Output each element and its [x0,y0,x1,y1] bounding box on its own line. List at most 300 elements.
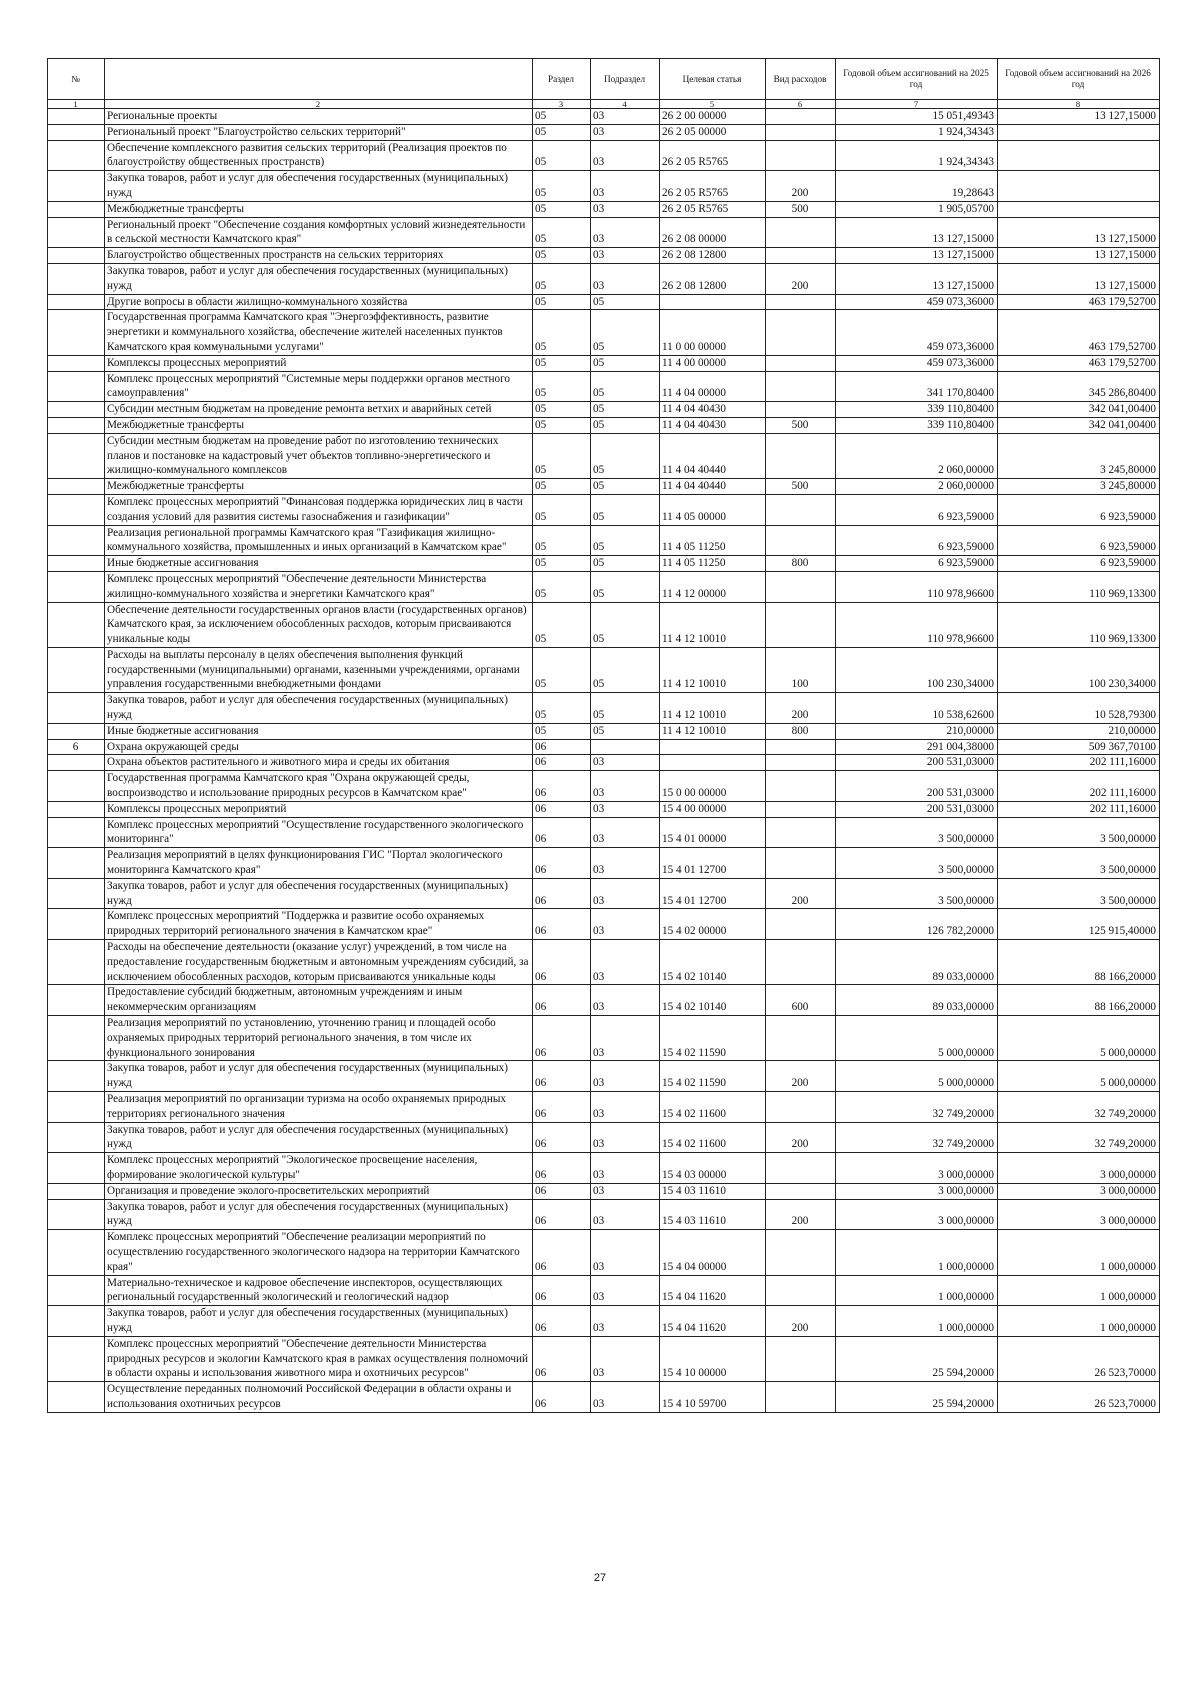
target-code: 15 4 10 59700 [660,1382,766,1413]
section-code: 06 [533,771,591,802]
column-number-row [48,100,1160,109]
subsection-code: 03 [591,1153,660,1184]
section-code: 05 [533,479,591,495]
amount-2025: 459 073,36000 [836,310,998,355]
section-code: 05 [533,371,591,402]
amount-2026: 3 500,00000 [998,878,1160,909]
expense-type-code [766,371,836,402]
target-code: 11 4 04 40430 [660,417,766,433]
section-code: 06 [533,1199,591,1230]
section-code: 05 [533,355,591,371]
expense-type-code: 500 [766,201,836,217]
row-number: 6 [48,739,105,755]
section-code: 05 [533,571,591,602]
row-number [48,355,105,371]
table-row [48,755,1160,771]
row-number [48,140,105,171]
item-name: Материально-техническое и кадровое обеспечение инспекторов, осуществляющих региональный государственный экологический и геологический надзор [105,1275,533,1306]
row-number [48,217,105,248]
table-row [48,602,1160,647]
amount-2025: 200 531,03000 [836,801,998,817]
header-2026: Годовой объем ассигнований на 2026 год [998,59,1160,100]
item-name: Региональные проекты [105,109,533,125]
subsection-code: 03 [591,1092,660,1123]
row-number [48,647,105,692]
subsection-code: 03 [591,109,660,125]
section-code: 06 [533,1153,591,1184]
row-number [48,985,105,1016]
row-number [48,402,105,418]
subsection-code: 05 [591,417,660,433]
expense-type-code: 200 [766,1199,836,1230]
row-number [48,1230,105,1275]
amount-2025: 2 060,00000 [836,433,998,478]
amount-2026: 10 528,79300 [998,693,1160,724]
amount-2026 [998,140,1160,171]
subsection-code: 05 [591,723,660,739]
amount-2026: 3 245,80000 [998,433,1160,478]
expense-type-code [766,525,836,556]
subsection-code: 03 [591,771,660,802]
row-number [48,171,105,202]
item-name: Закупка товаров, работ и услуг для обеспечения государственных (муниципальных) нужд [105,1122,533,1153]
row-number [48,1183,105,1199]
expense-type-code [766,217,836,248]
expense-type-code [766,109,836,125]
amount-2025: 110 978,96600 [836,602,998,647]
section-code: 06 [533,801,591,817]
item-name: Охрана окружающей среды [105,739,533,755]
item-name: Иные бюджетные ассигнования [105,556,533,572]
column-number: 5 [660,100,766,109]
target-code: 11 4 12 10010 [660,693,766,724]
subsection-code: 03 [591,1199,660,1230]
section-code: 06 [533,878,591,909]
amount-2025: 200 531,03000 [836,755,998,771]
expense-type-code [766,494,836,525]
target-code: 15 4 02 11590 [660,1061,766,1092]
section-code: 05 [533,647,591,692]
subsection-code: 03 [591,124,660,140]
row-number [48,1382,105,1413]
table-row [48,371,1160,402]
expense-type-code: 200 [766,1306,836,1337]
expense-type-code: 200 [766,693,836,724]
row-number [48,556,105,572]
subsection-code: 05 [591,525,660,556]
amount-2025: 210,00000 [836,723,998,739]
subsection-code: 03 [591,1016,660,1061]
amount-2026: 13 127,15000 [998,248,1160,264]
subsection-code: 03 [591,848,660,879]
subsection-code: 05 [591,310,660,355]
header-row [48,59,1160,100]
amount-2025: 1 000,00000 [836,1275,998,1306]
target-code: 15 4 02 10140 [660,985,766,1016]
subsection-code: 03 [591,1336,660,1381]
column-number: 6 [766,100,836,109]
expense-type-code [766,1016,836,1061]
row-number [48,909,105,940]
expense-type-code [766,571,836,602]
amount-2025: 89 033,00000 [836,985,998,1016]
item-name: Другие вопросы в области жилищно-коммунального хозяйства [105,294,533,310]
row-number [48,755,105,771]
table-row [48,1061,1160,1092]
amount-2026: 26 523,70000 [998,1382,1160,1413]
subsection-code: 05 [591,556,660,572]
table-row [48,739,1160,755]
target-code: 11 4 05 11250 [660,556,766,572]
expense-type-code [766,817,836,848]
target-code [660,294,766,310]
amount-2025: 3 500,00000 [836,848,998,879]
column-number: 7 [836,100,998,109]
amount-2026: 202 111,16000 [998,771,1160,802]
amount-2025: 5 000,00000 [836,1016,998,1061]
amount-2026: 1 000,00000 [998,1306,1160,1337]
subsection-code [591,739,660,755]
target-code: 26 2 00 00000 [660,109,766,125]
section-code: 06 [533,848,591,879]
row-number [48,940,105,985]
expense-type-code [766,294,836,310]
section-code: 05 [533,171,591,202]
amount-2025: 13 127,15000 [836,217,998,248]
row-number [48,1092,105,1123]
amount-2025: 339 110,80400 [836,417,998,433]
header-num: № [48,59,105,100]
table-row [48,647,1160,692]
header-2025: Годовой объем ассигнований на 2025 год [836,59,998,100]
item-name: Обеспечение комплексного развития сельских территорий (Реализация проектов по благоустройству общественных пространств) [105,140,533,171]
subsection-code: 05 [591,494,660,525]
amount-2025: 5 000,00000 [836,1061,998,1092]
item-name: Реализация мероприятий по установлению, уточнению границ и площадей особо охраняемых природных территорий регионального значения, в том числе их функционального зонирования [105,1016,533,1061]
amount-2026: 3 000,00000 [998,1199,1160,1230]
amount-2025: 19,28643 [836,171,998,202]
target-code: 15 4 03 00000 [660,1153,766,1184]
item-name: Благоустройство общественных пространств на сельских территориях [105,248,533,264]
target-code: 11 4 04 40430 [660,402,766,418]
expense-type-code [766,124,836,140]
item-name: Региональный проект "Обеспечение создания комфортных условий жизнедеятельности в сельской местности Камчатского края" [105,217,533,248]
amount-2026: 342 041,00400 [998,402,1160,418]
amount-2026: 32 749,20000 [998,1122,1160,1153]
amount-2025: 89 033,00000 [836,940,998,985]
section-code: 06 [533,1183,591,1199]
subsection-code: 03 [591,171,660,202]
table-row [48,417,1160,433]
target-code: 11 4 12 10010 [660,602,766,647]
table-row [48,1122,1160,1153]
table-row [48,1199,1160,1230]
amount-2026: 13 127,15000 [998,217,1160,248]
table-row [48,940,1160,985]
subsection-code: 03 [591,1306,660,1337]
expense-type-code [766,801,836,817]
row-number [48,433,105,478]
subsection-code: 03 [591,248,660,264]
section-code: 05 [533,556,591,572]
table-row [48,494,1160,525]
amount-2026 [998,124,1160,140]
target-code: 11 4 05 00000 [660,494,766,525]
section-code: 05 [533,217,591,248]
row-number [48,417,105,433]
row-number [48,1061,105,1092]
amount-2025: 110 978,96600 [836,571,998,602]
amount-2025: 2 060,00000 [836,479,998,495]
row-number [48,109,105,125]
amount-2025: 3 500,00000 [836,878,998,909]
page-number: 27 [593,1572,607,1584]
amount-2025: 13 127,15000 [836,263,998,294]
expense-type-code [766,402,836,418]
target-code: 15 4 00 00000 [660,801,766,817]
amount-2025: 15 051,49343 [836,109,998,125]
amount-2026: 463 179,52700 [998,355,1160,371]
target-code: 15 4 10 00000 [660,1336,766,1381]
row-number [48,571,105,602]
target-code: 15 4 01 00000 [660,817,766,848]
amount-2025: 25 594,20000 [836,1382,998,1413]
subsection-code: 03 [591,940,660,985]
subsection-code: 03 [591,909,660,940]
item-name: Комплекс процессных мероприятий "Осуществление государственного экологического мониторинга" [105,817,533,848]
item-name: Иные бюджетные ассигнования [105,723,533,739]
subsection-code: 03 [591,263,660,294]
amount-2026: 88 166,20000 [998,940,1160,985]
amount-2025: 6 923,59000 [836,494,998,525]
budget-sheet [47,58,1159,1413]
expense-type-code: 800 [766,723,836,739]
target-code: 15 4 03 11610 [660,1183,766,1199]
amount-2025: 6 923,59000 [836,525,998,556]
column-number: 1 [48,100,105,109]
expense-type-code [766,355,836,371]
item-name: Государственная программа Камчатского края "Охрана окружающей среды, воспроизводство и использование природных ресурсов в Камчатском крае" [105,771,533,802]
table-row [48,848,1160,879]
expense-type-code [766,1275,836,1306]
section-code: 06 [533,1382,591,1413]
item-name: Комплекс процессных мероприятий "Системные меры поддержки органов местного самоуправления" [105,371,533,402]
subsection-code: 05 [591,479,660,495]
section-code: 05 [533,525,591,556]
column-number: 2 [105,100,533,109]
amount-2026: 125 915,40000 [998,909,1160,940]
section-code: 05 [533,693,591,724]
amount-2026: 3 500,00000 [998,848,1160,879]
expense-type-code: 200 [766,171,836,202]
amount-2026: 3 245,80000 [998,479,1160,495]
section-code: 06 [533,1230,591,1275]
expense-type-code [766,1336,836,1381]
target-code: 15 4 01 12700 [660,878,766,909]
amount-2026: 6 923,59000 [998,556,1160,572]
section-code: 06 [533,1275,591,1306]
section-code: 06 [533,739,591,755]
expense-type-code [766,848,836,879]
item-name: Закупка товаров, работ и услуг для обеспечения государственных (муниципальных) нужд [105,878,533,909]
row-number [48,201,105,217]
row-number [48,1275,105,1306]
expense-type-code: 500 [766,479,836,495]
table-row [48,723,1160,739]
table-row [48,402,1160,418]
section-code: 05 [533,140,591,171]
subsection-code: 03 [591,755,660,771]
table-row [48,294,1160,310]
amount-2026: 6 923,59000 [998,525,1160,556]
subsection-code: 03 [591,878,660,909]
expense-type-code: 200 [766,1122,836,1153]
section-code: 05 [533,248,591,264]
table-row [48,124,1160,140]
table-row [48,201,1160,217]
subsection-code: 03 [591,817,660,848]
amount-2026: 5 000,00000 [998,1016,1160,1061]
item-name: Комплекс процессных мероприятий "Экологическое просвещение населения, формирование экологической культуры" [105,1153,533,1184]
section-code: 05 [533,723,591,739]
amount-2026: 342 041,00400 [998,417,1160,433]
target-code: 11 4 12 00000 [660,571,766,602]
table-row [48,817,1160,848]
header-subsection: Подраздел [591,59,660,100]
target-code: 11 4 12 10010 [660,647,766,692]
amount-2026: 100 230,34000 [998,647,1160,692]
subsection-code: 05 [591,693,660,724]
table-body [48,109,1160,1413]
item-name: Реализация мероприятий по организации туризма на особо охраняемых природных территориях регионального значения [105,1092,533,1123]
section-code: 05 [533,109,591,125]
section-code: 06 [533,817,591,848]
row-number [48,848,105,879]
header-name [105,59,533,100]
section-code: 06 [533,1122,591,1153]
item-name: Предоставление субсидий бюджетным, автономным учреждениям и иным некоммерческим организациям [105,985,533,1016]
amount-2025: 32 749,20000 [836,1122,998,1153]
row-number [48,1153,105,1184]
target-code: 26 2 08 12800 [660,263,766,294]
row-number [48,294,105,310]
expense-type-code [766,1153,836,1184]
section-code: 05 [533,263,591,294]
column-number: 3 [533,100,591,109]
item-name: Закупка товаров, работ и услуг для обеспечения государственных (муниципальных) нужд [105,1199,533,1230]
item-name: Осуществление переданных полномочий Российской Федерации в области охраны и использования охотничьих ресурсов [105,1382,533,1413]
table-row [48,556,1160,572]
subsection-code: 05 [591,402,660,418]
item-name: Комплекс процессных мероприятий "Обеспечение реализации мероприятий по осуществлению государственного экологического надзора на территории Камчатского края" [105,1230,533,1275]
amount-2026: 463 179,52700 [998,294,1160,310]
target-code: 26 2 05 00000 [660,124,766,140]
target-code: 15 4 03 11610 [660,1199,766,1230]
item-name: Расходы на обеспечение деятельности (оказание услуг) учреждений, в том числе на предоставление государственным бюджетным и автономным учреждениям субсидий, за исключением обособленных расходов, которым присваиваются уникальные коды [105,940,533,985]
target-code: 11 4 04 40440 [660,433,766,478]
section-code: 05 [533,201,591,217]
item-name: Комплекс процессных мероприятий "Обеспечение деятельности Министерства природных ресурсов и экологии Камчатского края в рамках осуществления полномочий в области охраны и использования животного мира и охотничьих ресурсов" [105,1336,533,1381]
row-number [48,1199,105,1230]
target-code: 26 2 08 00000 [660,217,766,248]
table-row [48,140,1160,171]
table-row [48,217,1160,248]
amount-2025: 3 000,00000 [836,1199,998,1230]
table-row [48,525,1160,556]
table-row [48,479,1160,495]
row-number [48,693,105,724]
table-row [48,171,1160,202]
row-number [48,1336,105,1381]
item-name: Закупка товаров, работ и услуг для обеспечения государственных (муниципальных) нужд [105,171,533,202]
amount-2026: 110 969,13300 [998,602,1160,647]
table-row [48,263,1160,294]
section-code: 05 [533,417,591,433]
item-name: Комплексы процессных мероприятий [105,801,533,817]
expense-type-code: 200 [766,263,836,294]
row-number [48,263,105,294]
amount-2025: 291 004,38000 [836,739,998,755]
target-code: 15 4 04 11620 [660,1275,766,1306]
subsection-code: 03 [591,1183,660,1199]
section-code: 06 [533,1336,591,1381]
target-code: 15 4 04 11620 [660,1306,766,1337]
target-code: 26 2 05 R5765 [660,140,766,171]
subsection-code: 03 [591,1230,660,1275]
item-name: Обеспечение деятельности государственных органов власти (государственных органов) Камчатского края, за исключением обособленных расходов, которым присваиваются уникальные коды [105,602,533,647]
target-code: 26 2 08 12800 [660,248,766,264]
section-code: 05 [533,310,591,355]
section-code: 05 [533,433,591,478]
table-row [48,1183,1160,1199]
table-row [48,771,1160,802]
amount-2025: 1 924,34343 [836,140,998,171]
target-code: 15 4 02 11600 [660,1092,766,1123]
subsection-code: 05 [591,647,660,692]
target-code: 11 4 04 40440 [660,479,766,495]
item-name: Межбюджетные трансферты [105,201,533,217]
amount-2026: 13 127,15000 [998,109,1160,125]
amount-2026: 1 000,00000 [998,1275,1160,1306]
amount-2026: 3 500,00000 [998,817,1160,848]
expense-type-code: 800 [766,556,836,572]
row-number [48,1016,105,1061]
amount-2026: 32 749,20000 [998,1092,1160,1123]
amount-2026: 6 923,59000 [998,494,1160,525]
item-name: Субсидии местным бюджетам на проведение ремонта ветхих и аварийных сетей [105,402,533,418]
subsection-code: 03 [591,217,660,248]
table-row [48,1153,1160,1184]
section-code: 06 [533,1306,591,1337]
item-name: Комплекс процессных мероприятий "Обеспечение деятельности Министерства жилищно-коммунального хозяйства и энергетики Камчатского края" [105,571,533,602]
table-row [48,1336,1160,1381]
expense-type-code [766,739,836,755]
amount-2025: 1 000,00000 [836,1306,998,1337]
item-name: Закупка товаров, работ и услуг для обеспечения государственных (муниципальных) нужд [105,1061,533,1092]
row-number [48,371,105,402]
row-number [48,310,105,355]
expense-type-code [766,1183,836,1199]
subsection-code: 03 [591,201,660,217]
amount-2026: 3 000,00000 [998,1183,1160,1199]
table-row [48,909,1160,940]
table-row [48,878,1160,909]
section-code: 06 [533,985,591,1016]
expense-type-code: 100 [766,647,836,692]
subsection-code: 05 [591,433,660,478]
amount-2026 [998,201,1160,217]
expense-type-code: 200 [766,1061,836,1092]
